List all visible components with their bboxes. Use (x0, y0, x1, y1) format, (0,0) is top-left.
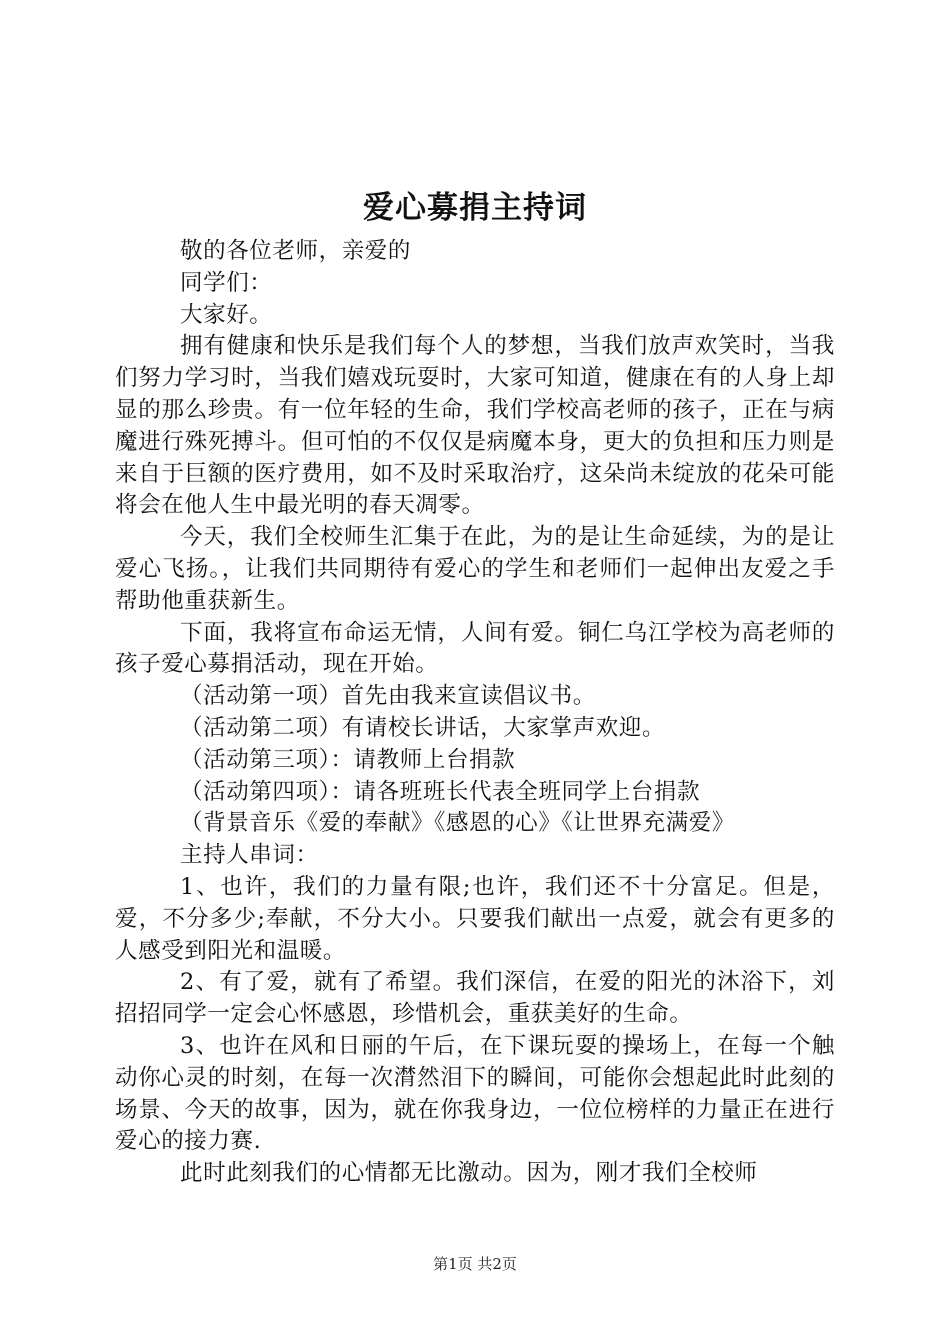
paragraph-activity-4: （活动第四项）：请各班班长代表全班同学上台捐款 (180, 778, 701, 805)
paragraph-announce: 下面，我将宣布命运无情，人间有爱。铜仁乌江学校为高老师的孩子爱心募捐活动，现在开始。 (115, 619, 835, 678)
paragraph-activity-3: （活动第三项）：请教师上台捐款 (180, 746, 516, 773)
paragraph-classmates: 同学们： (180, 269, 273, 296)
document-body (115, 236, 835, 1190)
paragraph-intro: 拥有健康和快乐是我们每个人的梦想，当我们放声欢笑时，当我们努力学习时，当我们嬉戏玩耍时，大家可知道，健康在有的人身上却显的那么珍贵。有一位年轻的生命，我们学校高老师的孩子，正在与病魔进行殊死搏斗。但可怕的不仅仅是病魔本身，更大的负担和压力则是来自于巨额的医疗费用，如不及时采取治疗，这朵尚未绽放的花朵可能将会在他人生中最光明的春天凋零。 (115, 333, 835, 519)
paragraph-host-line-1: 1、也许，我们的力量有限;也许，我们还不十分富足。但是，爱，不分多少;奉献，不分大小。只要我们献出一点爱，就会有更多的人感受到阳光和温暖。 (115, 873, 835, 964)
paragraph-today: 今天，我们全校师生汇集于在此，为的是让生命延续，为的是让爱心飞扬。，让我们共同期待有爱心的学生和老师们一起伸出友爱之手帮助他重获新生。 (115, 524, 835, 614)
paragraph-greeting: 敬的各位老师，亲爱的 (180, 238, 412, 264)
paragraph-host-line-2: 2、有了爱，就有了希望。我们深信，在爱的阳光的沐浴下，刘招招同学一定会心怀感恩，珍惜机会，重获美好的生命。 (115, 969, 835, 1028)
paragraph-closing: 此时此刻我们的心情都无比激动。因为，刚才我们全校师 (180, 1160, 758, 1187)
paragraph-activity-1: （活动第一项）首先由我来宣读倡议书。 (180, 683, 596, 710)
page-footer: 第1页 共2页 (433, 1255, 517, 1273)
paragraph-activity-2: （活动第二项）有请校长讲话，大家掌声欢迎。 (180, 714, 666, 741)
paragraph-host-line-3: 3、也许在风和日丽的午后，在下课玩耍的操场上，在每一个触动你心灵的时刻，在每一次潸然泪下的瞬间，可能你会想起此时此刻的场景、今天的故事，因为，就在你我身边，一位位榜样的力量正在进行爱心的接力赛. (115, 1032, 835, 1155)
document-title: 爱心募捐主持词 (363, 190, 587, 226)
paragraph-host-lines-heading: 主持人串词： (180, 842, 319, 869)
paragraph-background-music: （背景音乐《爱的奉献》《感恩的心》《让世界充满爱》 (180, 810, 736, 837)
paragraph-hello: 大家好。 (180, 301, 273, 328)
